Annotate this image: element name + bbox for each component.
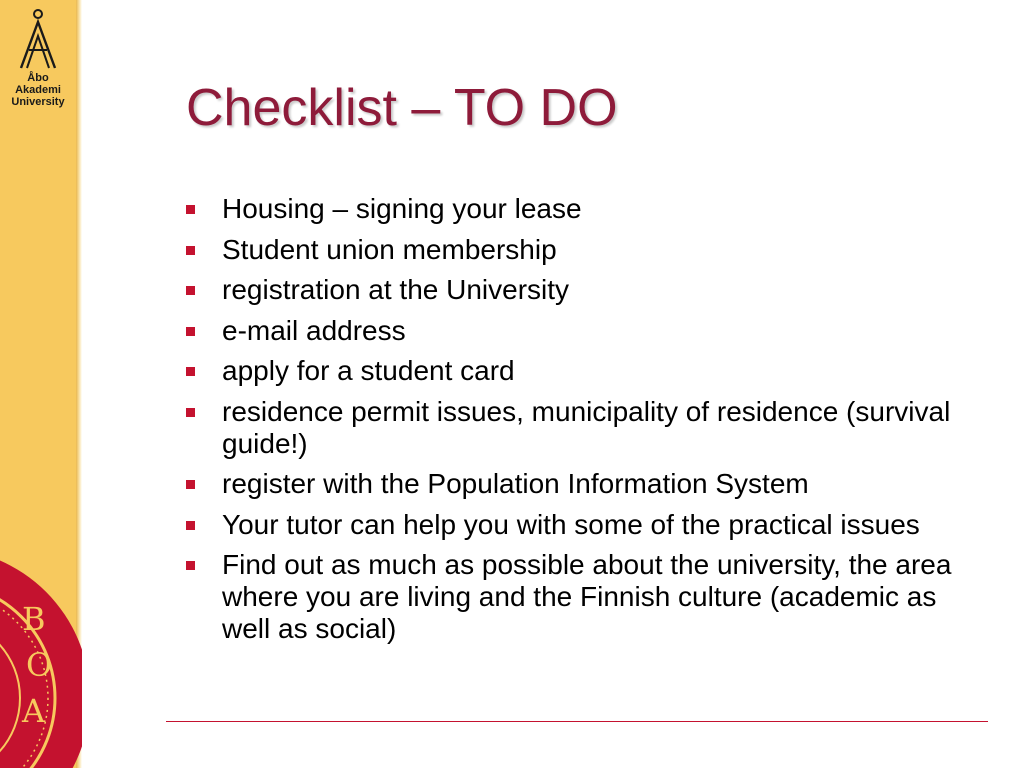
- seal-icon: [0, 548, 82, 768]
- list-item: [186, 509, 986, 541]
- list-item-text: residence permit issues, municipality of residence (survival guide!): [222, 395, 951, 459]
- list-item: [186, 549, 986, 645]
- bullet-square-icon: [186, 408, 195, 417]
- list-item-text: e-mail address: [222, 314, 406, 346]
- university-logo: [4, 8, 72, 108]
- list-item-text: apply for a student card: [222, 355, 515, 386]
- list-item: [186, 274, 986, 306]
- seal-letter-1: B: [22, 600, 46, 638]
- list-item: [186, 396, 986, 460]
- bullet-square-icon: [186, 246, 195, 255]
- slide-title: Checklist – TO DO: [186, 79, 618, 137]
- checklist: [186, 193, 986, 654]
- logo-line-2: University: [11, 96, 65, 108]
- logo-line-1: Åbo Akademi: [15, 72, 61, 96]
- bullet-square-icon: [186, 327, 195, 336]
- bullet-square-icon: [186, 480, 195, 489]
- list-item-text: Student union membership: [222, 233, 557, 265]
- bullet-square-icon: [186, 561, 195, 570]
- list-item-text: register with the Population Information System: [222, 468, 809, 499]
- university-seal: [0, 548, 82, 768]
- list-item-text: Housing – signing your lease: [222, 193, 582, 224]
- seal-letter-3: A: [22, 692, 46, 730]
- list-item: [186, 193, 986, 225]
- seal-letter-2: O: [26, 646, 53, 684]
- bullet-square-icon: [186, 521, 195, 530]
- footer-divider: [166, 721, 988, 722]
- list-item-text: registration at the University: [222, 274, 570, 305]
- bullet-square-icon: [186, 205, 195, 214]
- list-item: [186, 234, 986, 266]
- list-item-text: Your tutor can help you with some of the practical issues: [222, 508, 920, 540]
- university-logo-icon: [15, 8, 61, 70]
- list-item: [186, 355, 986, 387]
- list-item: [186, 315, 986, 347]
- list-item-text: Find out as much as possible about the university, the area where you are living and the Finnish culture (academic as well as social): [222, 549, 952, 644]
- bullet-square-icon: [186, 367, 195, 376]
- bullet-square-icon: [186, 286, 195, 295]
- list-item: [186, 468, 986, 500]
